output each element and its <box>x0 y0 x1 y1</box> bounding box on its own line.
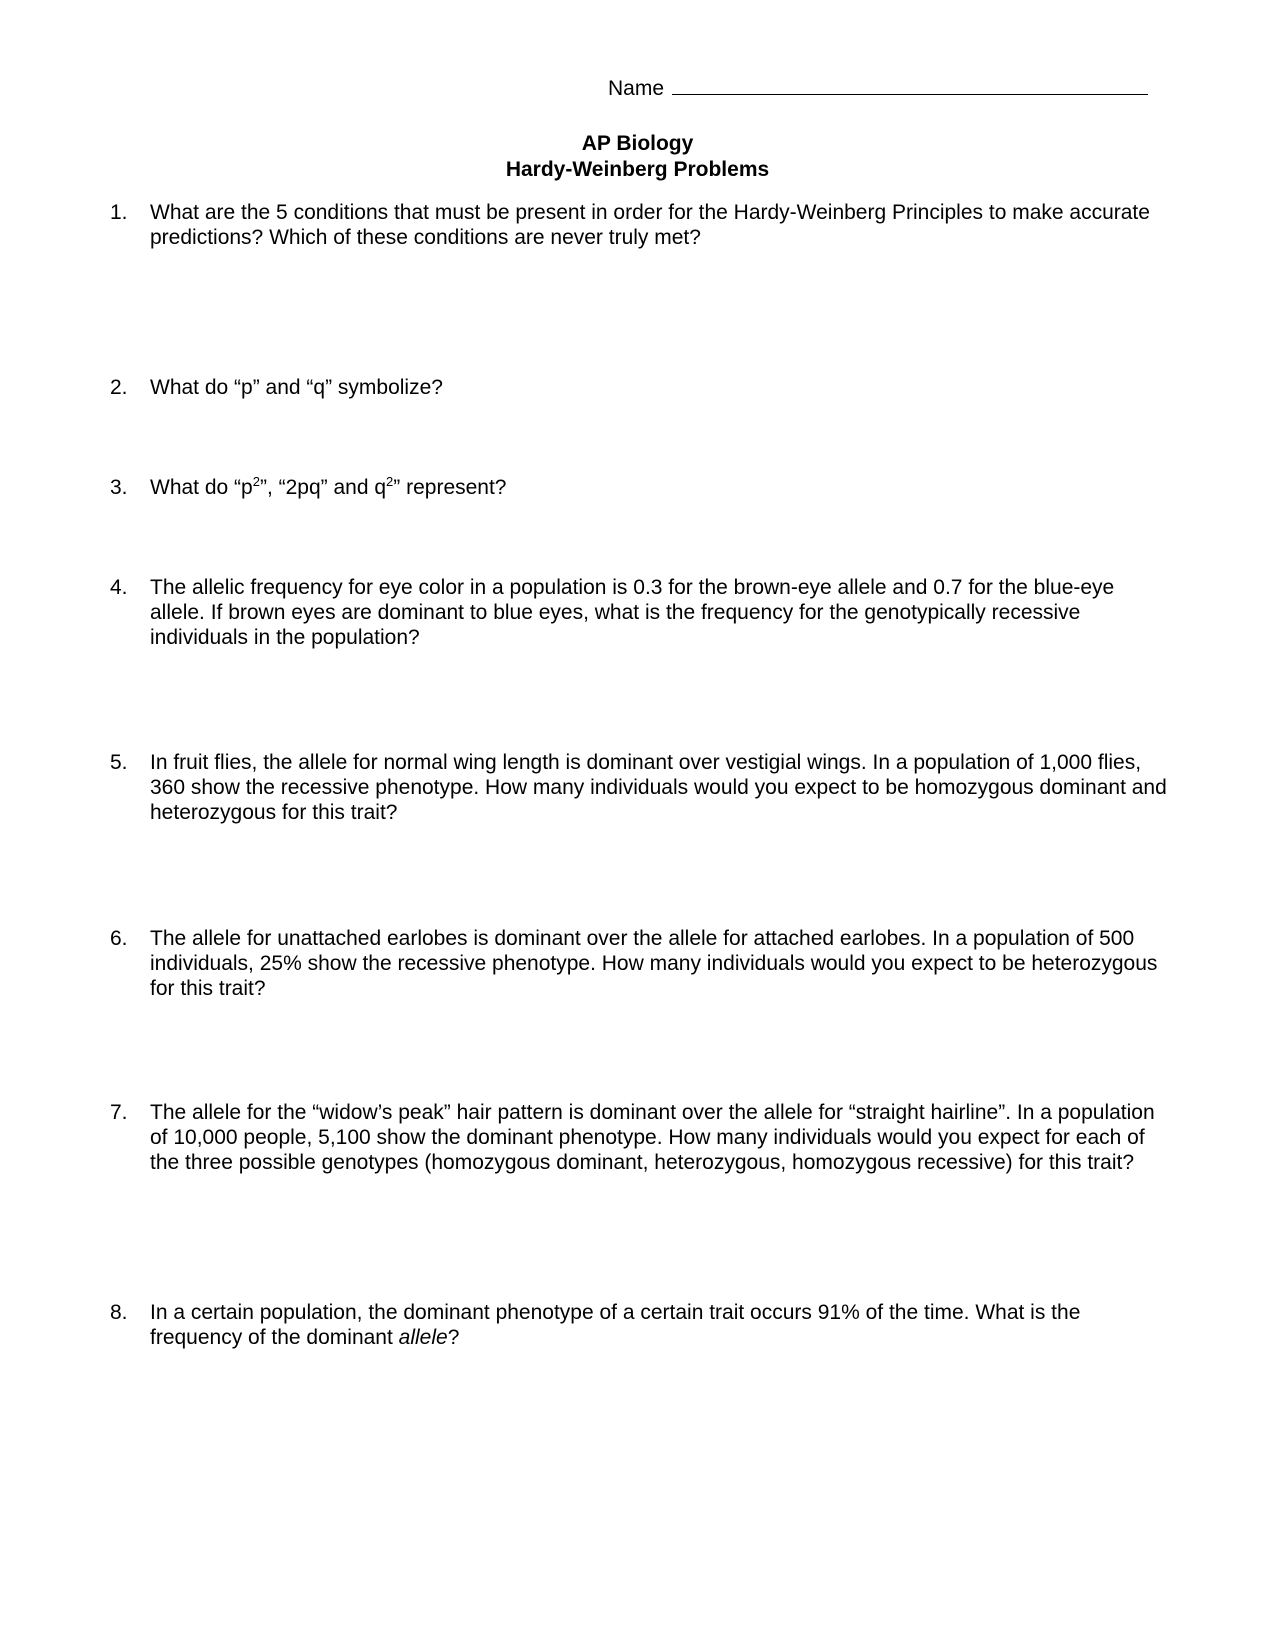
question-number: 8. <box>110 1301 128 1324</box>
question-text: The allele for the “widow’s peak” hair pattern is dominant over the allele for “straight hairline”. In a population of 10,000 people, 5,100 show the dominant phenotype. How many individuals would you expect for each of the three possible genotypes (homozygous dominant, heterozygous, homozygous recessive) for this trait? <box>150 1101 1155 1174</box>
question-number: 1. <box>110 201 128 224</box>
question-number: 7. <box>110 1101 128 1124</box>
question-text: What do “p” and “q” symbolize? <box>150 376 443 399</box>
course-title: AP Biology <box>581 132 694 155</box>
name-label: Name <box>608 77 665 100</box>
name-blank-line[interactable] <box>672 72 1148 95</box>
question-text: The allelic frequency for eye color in a population is 0.3 for the brown-eye allele and 0.7 for the blue-eye allele. If brown eyes are dominant to blue eyes, what is the frequency for the genotypically recessive individuals in the population? <box>150 576 1115 649</box>
question-text: In a certain population, the dominant phenotype of a certain trait occurs 91% of the time. What is the frequency of the dominant allele? <box>150 1301 1081 1349</box>
question-text: What do “$p^2$”, “2pq” and $q^2$” represent? <box>150 474 507 499</box>
worksheet-title <box>0 131 1275 183</box>
question-number: 4. <box>110 576 128 599</box>
worksheet-subtitle: Hardy-Weinberg Problems <box>505 158 770 181</box>
question-number: 6. <box>110 927 128 950</box>
question-number: 2. <box>110 376 128 399</box>
question-number: 5. <box>110 751 128 774</box>
question-text: In fruit flies, the allele for normal wing length is dominant over vestigial wings. In a population of 1,000 flies, 360 show the recessive phenotype. How many individuals would you expect to be homozygous dominant and heterozygous for this trait? <box>150 751 1167 824</box>
question-text: What are the 5 conditions that must be present in order for the Hardy-Weinberg Principles to make accurate predictions? Which of these conditions are never truly met? <box>150 201 1150 249</box>
name-field[interactable] <box>608 72 1148 101</box>
question-text: The allele for unattached earlobes is dominant over the allele for attached earlobes. In a population of 500 individuals, 25% show the recessive phenotype. How many individuals would you expect to be heterozygous for this trait? <box>150 927 1158 1000</box>
question-number: 3. <box>110 476 128 499</box>
